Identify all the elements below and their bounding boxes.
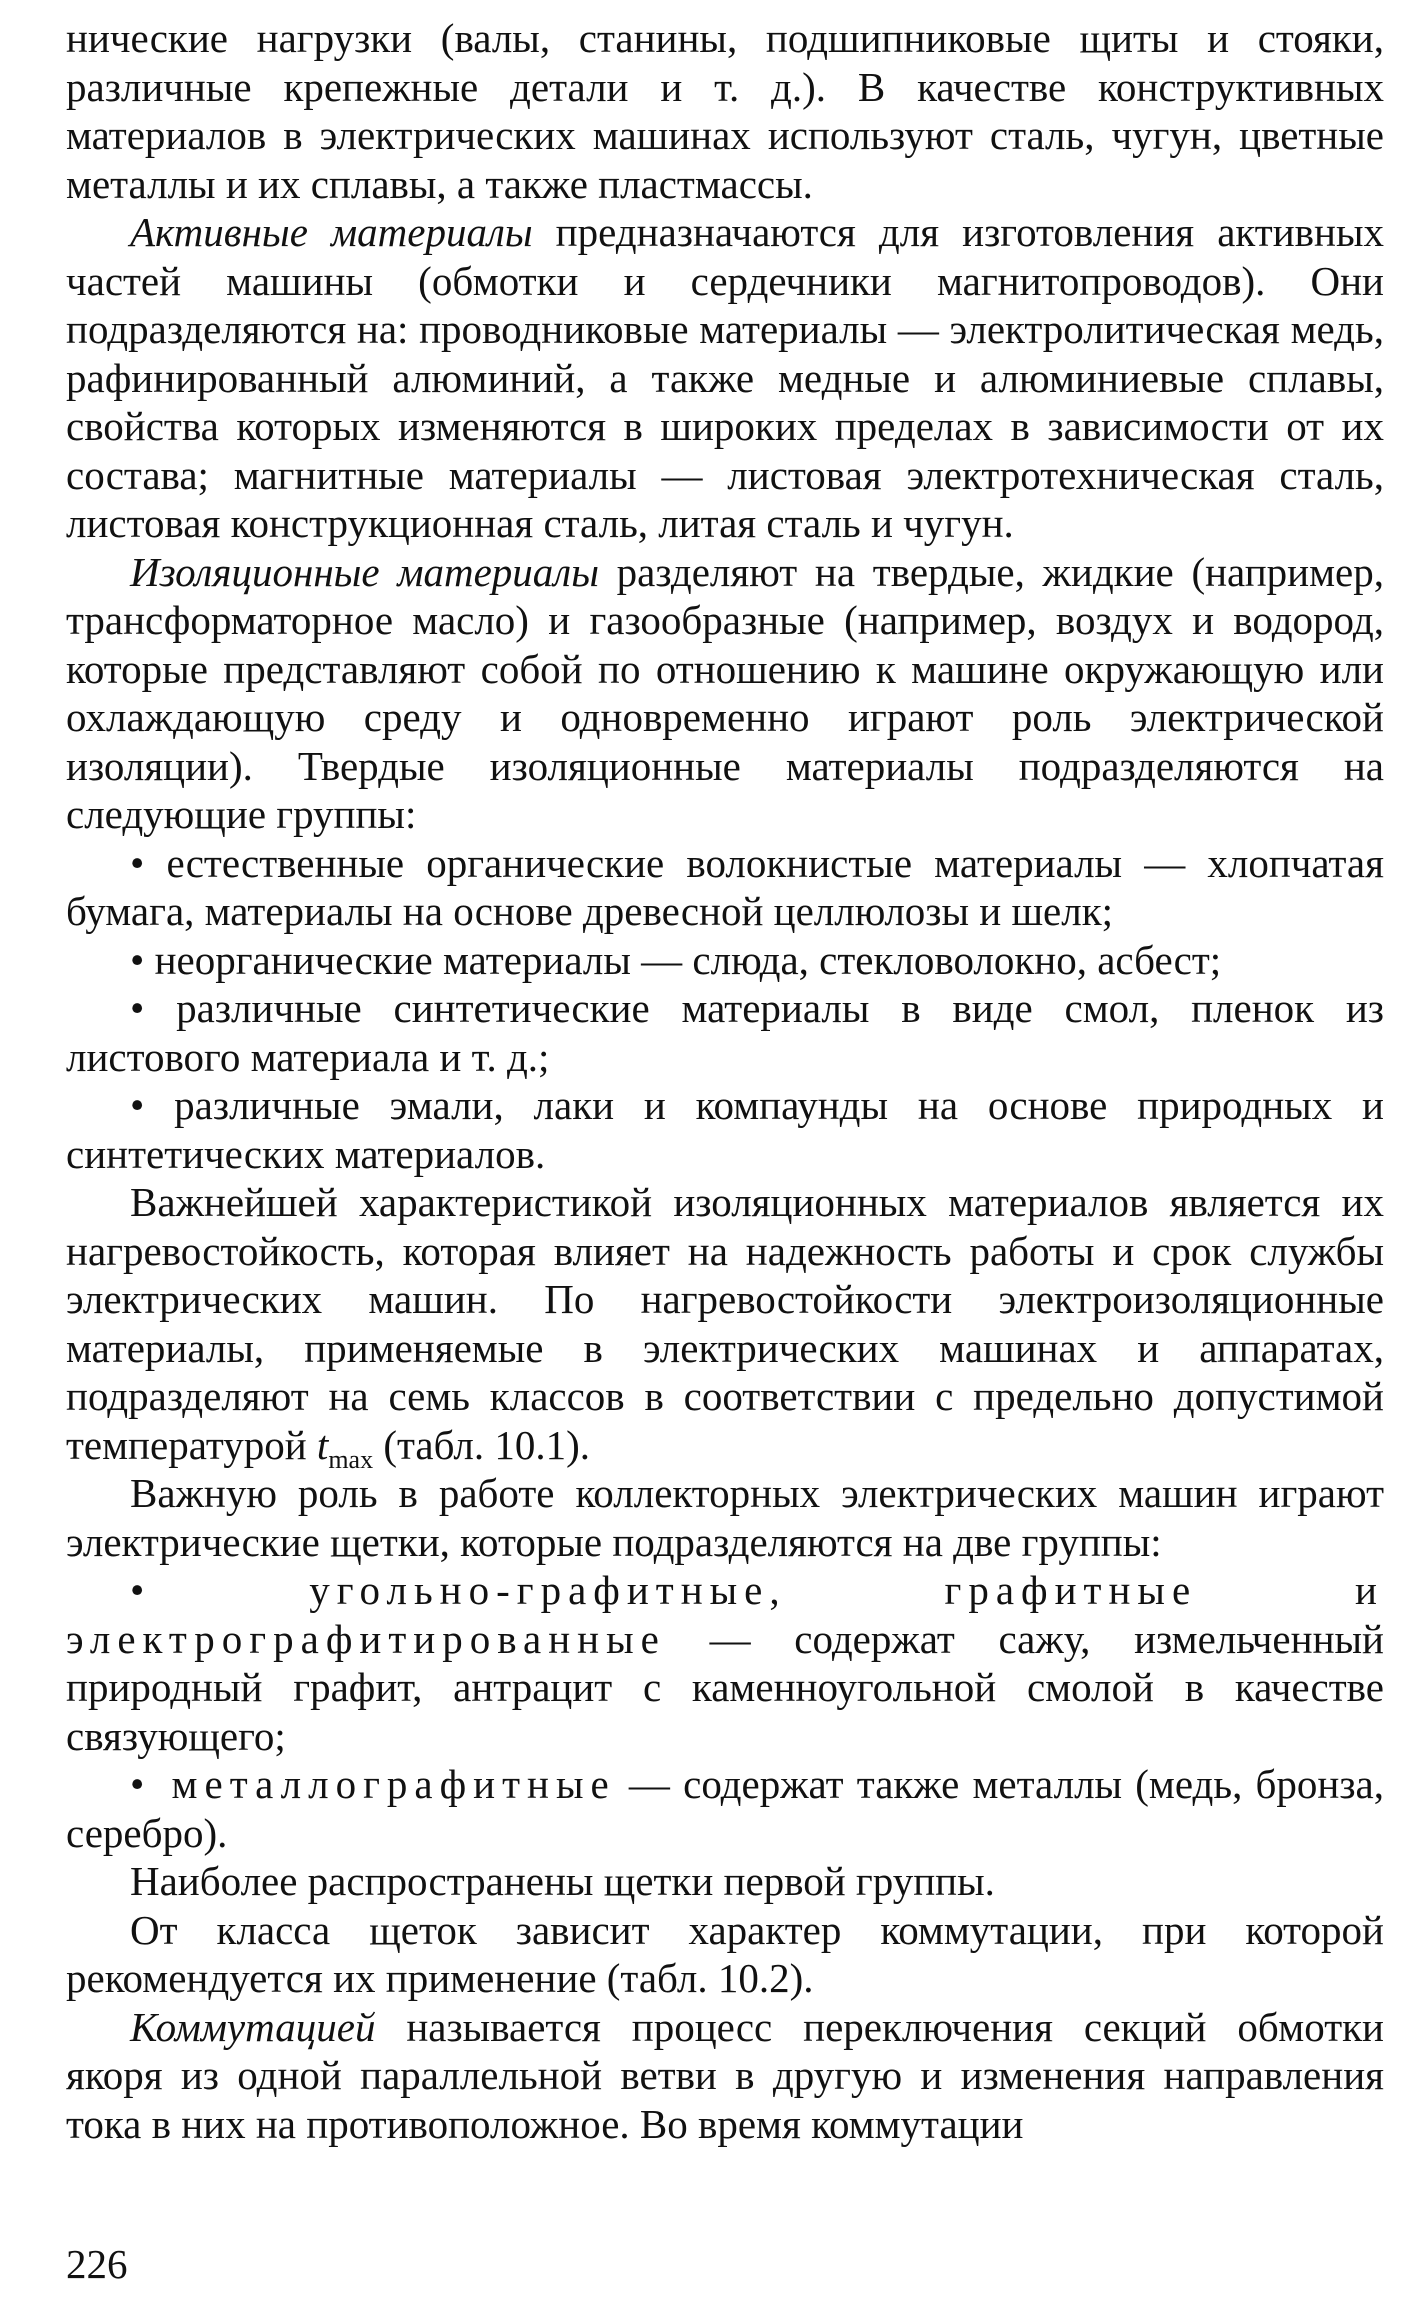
term-active-materials: Активные материалы: [130, 209, 533, 255]
page-body: [66, 14, 1384, 2148]
bullet-metal-graphite: [66, 1760, 1384, 1857]
paragraph-1: [66, 14, 1384, 208]
bullet-synthetic: [66, 984, 1384, 1081]
paragraph-active-materials-text: предназначаются для изготовления активных частей машины (обмотки и сердечники магнитопроводов). Они подразделяются на: проводниковые материалы — электролитическая медь, рафинированный алюминий, а также медные и алюминиевые сплавы, свойства которых изменяются в широких пределах в зависимости от их состава; магнитные материалы — листовая электротехническая сталь, листовая конструкционная сталь, литая сталь и чугун.: [66, 209, 1385, 546]
paragraph-heat-resistance-tail: (табл. 10.1).: [373, 1421, 591, 1468]
bullet-enamels: [66, 1081, 1384, 1178]
bullet-carbon-graphite-text: — содержат сажу, измельченный природный графит, антрацит с каменноугольной смолой в качестве связующего;: [66, 1615, 1384, 1759]
paragraph-brush-class: [66, 1906, 1384, 2003]
bullet-organic-text: • естественные органические волокнистые материалы — хлопчатая бумага, материалы на основе древесной целлюлозы и шелк;: [66, 839, 1384, 934]
temperature-variable: t: [316, 1421, 329, 1468]
paragraph-most-common-text: Наиболее распространены щетки первой группы.: [130, 1858, 995, 1904]
bullet-inorganic: [66, 936, 1384, 985]
paragraph-active-materials: [66, 208, 1384, 548]
paragraph-1-text: нические нагрузки (валы, станины, подшипниковые щиты и стояки, различные крепежные детали и т. д.). В качестве конструктивных материалов в электрических машинах используют сталь, чугун, цветные металлы и их сплавы, а также пластмассы.: [66, 15, 1384, 207]
paragraph-heat-resistance-text: Важнейшей характеристикой изоляционных материалов является их нагревостойкость, которая влияет на надежность работы и срок службы электрических машин. По нагревостойкости электроизоляционные материалы, применяемые в электрических машинах и аппаратах, подразделяют на семь классов в соответствии с предельно допустимой температурой: [66, 1179, 1384, 1468]
term-commutation: Коммутацией: [130, 2003, 376, 2050]
bullet-inorganic-text: • неорганические материалы — слюда, стекловолокно, асбест;: [130, 936, 1222, 983]
term-insulation-materials: Изоляционные материалы: [130, 548, 599, 595]
bullet-carbon-graphite: [66, 1566, 1384, 1760]
term-metal-graphite: • металлографитные: [130, 1761, 616, 1807]
bullet-synthetic-text: • различные синтетические материалы в виде смол, пленок из листового материала и т. д.;: [66, 985, 1384, 1080]
paragraph-insulation-materials-text: разделяют на твердые, жидкие (например, трансформаторное масло) и газообразные (например, воздух и водород, которые представляют собой по отношению к машине окружающую или охлаждающую среду и одновременно играют роль электрической изоляции). Твердые изоляционные материалы подразделяются на следующие группы:: [66, 548, 1384, 837]
bullet-metal-graphite-text: — содержат также металлы (медь, бронза, серебро).: [66, 1761, 1384, 1856]
paragraph-brushes: [66, 1469, 1384, 1566]
page-number: 226: [66, 2241, 128, 2287]
term-carbon-graphite: • угольно-графитные, графитные и электрографитированные: [66, 1567, 1384, 1662]
paragraph-insulation-materials: [66, 548, 1384, 839]
paragraph-commutation: [66, 2003, 1384, 2149]
bullet-enamels-text: • различные эмали, лаки и компаунды на основе природных и синтетических материалов.: [66, 1082, 1384, 1177]
paragraph-most-common: [66, 1857, 1384, 1906]
temperature-subscript: max: [328, 1444, 374, 1474]
paragraph-commutation-text: называется процесс переключения секций обмотки якоря из одной параллельной ветви в другую и изменения направления тока в них на противоположное. Во время коммутации: [66, 2003, 1384, 2147]
paragraph-heat-resistance: [66, 1178, 1384, 1474]
bullet-organic: [66, 839, 1384, 936]
paragraph-brushes-text: Важную роль в работе коллекторных электрических машин играют электрические щетки, которые подразделяются на две группы:: [66, 1470, 1384, 1565]
paragraph-brush-class-text: От класса щеток зависит характер коммутации, при которой рекомендуется их применение (табл. 10.2).: [66, 1906, 1384, 2001]
